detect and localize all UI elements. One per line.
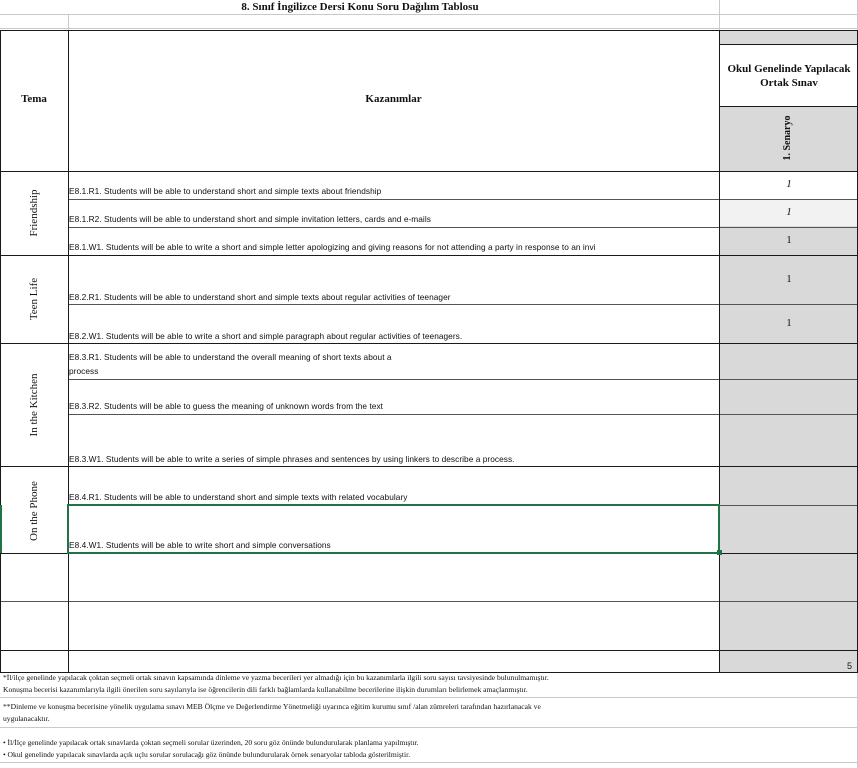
grey-cell	[720, 226, 857, 672]
value-r2: 1	[786, 206, 792, 218]
value-r5: 1	[786, 317, 792, 329]
page-title: 8. Sınıf İngilizce Dersi Konu Soru Dağılım Tablosu	[241, 1, 479, 13]
grid-line	[0, 762, 858, 763]
row-selection-marker	[0, 505, 2, 553]
table-border	[0, 171, 858, 172]
kazanim-r3: E8.1.W1. Students will be able to write a short and simple letter apologizing and giving reasons for not attending a party in response to an invi	[69, 242, 596, 252]
table-border	[719, 30, 720, 673]
note-2b: uygulanacaktır.	[3, 714, 50, 723]
table-border	[0, 255, 858, 256]
theme-on-the-phone: On the Phone	[28, 481, 40, 541]
note-1b: Konuşma becerisi kazanımlarıyla ilgili önerilen soru sayılarıyla ise öğrencilerin dili farklı bağlamlarda kullanabilme becerilerine ilişkin durumları belirlemek amaçlanmıştır.	[3, 685, 528, 694]
kazanim-r8: E8.3.W1. Students will be able to write a series of simple phrases and sentences by using linkers to describe a process.	[69, 454, 515, 464]
kazanim-r7: E8.3.R2. Students will be able to guess the meaning of unknown words from the text	[69, 401, 384, 411]
header-ortak-sinav: Okul Genelinde Yapılacak Ortak Sınav	[727, 63, 851, 89]
kazanim-r2: E8.1.R2. Students will be able to understand short and simple invitation letters, cards and e-mails	[69, 214, 431, 224]
grid-line	[0, 727, 858, 728]
kazanim-r10: E8.4.W1. Students will be able to write short and simple conversations	[69, 540, 331, 550]
theme-friendship: Friendship	[28, 189, 40, 237]
grid-line	[0, 14, 858, 15]
table-border	[720, 44, 858, 45]
kazanim-r9: E8.4.R1. Students will be able to understand short and simple texts with related vocabulary	[69, 492, 408, 502]
row-border	[68, 414, 858, 415]
grid-line	[0, 28, 858, 29]
row-border	[68, 379, 858, 380]
theme-teen-life: Teen Life	[28, 277, 40, 321]
grid-line	[0, 697, 858, 698]
table-border	[0, 30, 858, 31]
value-r1: 1	[786, 178, 792, 190]
total-value: 5	[846, 661, 852, 671]
value-r3: 1	[786, 234, 792, 246]
table-border	[0, 650, 858, 651]
row-border	[68, 304, 858, 305]
kazanim-r6-cont: process	[69, 366, 99, 376]
kazanim-r6: E8.3.R1. Students will be able to understand the overall meaning of short texts about a	[69, 352, 392, 362]
table-border	[0, 466, 858, 467]
theme-in-the-kitchen: In the Kitchen	[28, 373, 40, 437]
header-tema: Tema	[21, 93, 47, 105]
table-border	[0, 343, 858, 344]
grid-line	[68, 14, 69, 30]
kazanim-r4: E8.2.R1. Students will be able to understand short and simple texts about regular activities of teenager	[69, 292, 451, 302]
header-kazanimlar: Kazanımlar	[365, 93, 422, 105]
row-border	[68, 199, 858, 200]
row-border	[0, 601, 858, 602]
note-3a: • İl/İlçe genelinde yapılacak ortak sınavlarda çoktan seçmeli sorular üzerinden, 20 soru göz önünde bulundurularak planlama yapılmıştır.	[3, 738, 419, 747]
note-1a: *İl/ilçe genelinde yapılacak çoktan seçmeli ortak sınavın kapsamında dinleme ve yazma becerileri yer almadığı için bu kazanımlarla ilgili soru sayısı tavsiyesinde bulunulmamıştır.	[3, 673, 549, 682]
header-senaryo: 1. Senaryo	[782, 115, 793, 161]
value-r4: 1	[786, 273, 792, 285]
kazanim-r5: E8.2.W1. Students will be able to write a short and simple paragraph about regular activities of teenagers.	[69, 331, 463, 341]
row-border	[68, 227, 858, 228]
note-2a: **Dinleme ve konuşma becerisine yönelik uygulama sınavı MEB Ölçme ve Değerlendirme Yönetmeliği uyarınca eğitim kurumu sınıf /alan zümreleri tarafından hazırlanacak ve	[3, 702, 541, 711]
grid-line	[719, 0, 720, 30]
table-border	[0, 30, 1, 673]
kazanim-r1: E8.1.R1. Students will be able to understand short and simple texts about friendship	[69, 186, 382, 196]
grey-cell	[720, 30, 857, 44]
selected-cell[interactable]	[67, 504, 720, 554]
note-3b: • Okul genelinde yapılacak sınavlarda açık uçlu sorular sorulacağı göz önünde bulundurularak örnek senaryolar tabloda gösterilmiştir.	[3, 750, 411, 759]
fill-handle[interactable]	[717, 550, 722, 555]
